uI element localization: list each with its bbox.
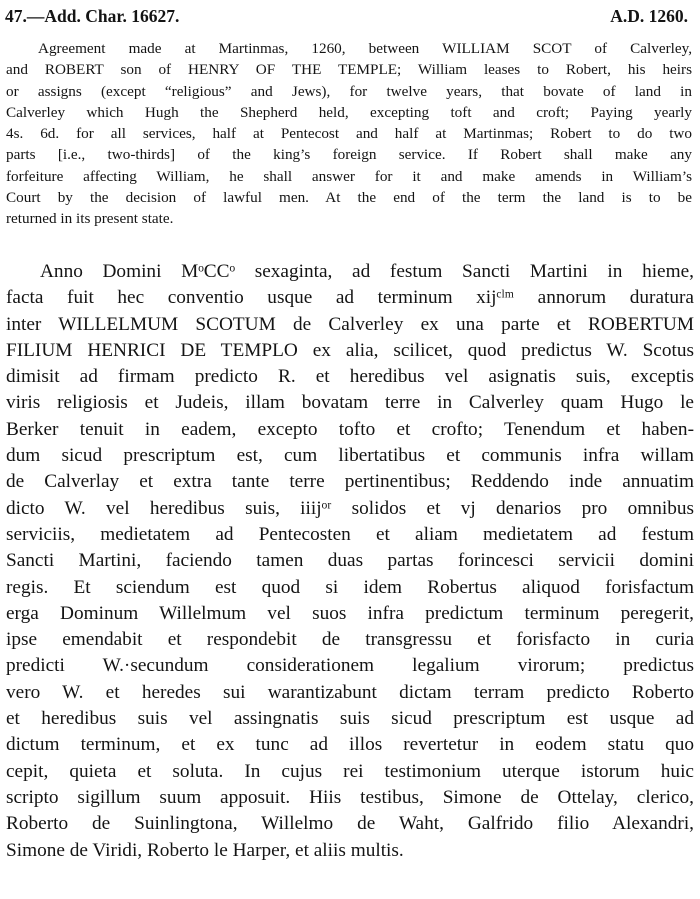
latin-line: ipse emendabit et respondebit de transgressu et forisfacto in curia — [6, 629, 694, 651]
latin-line: serviciis, medietatem ad Pentecosten et aliam medietatem ad festum — [6, 523, 694, 545]
latin-line: Simone de Viridi, Roberto le Harper, et aliis multis. — [6, 839, 404, 861]
latin-line: predicti W.·secundum considerationem legalium virorum; predictus — [6, 655, 694, 677]
charter-header — [5, 6, 688, 32]
charter-reference: 47.—Add. Char. 16627. — [5, 6, 180, 26]
latin-line: inter WILLELMUM SCOTUM de Calverley ex una parte et ROBERTUM — [6, 313, 694, 335]
latin-line: cepit, quieta et soluta. In cujus rei testimonium uterque istorum huic — [6, 760, 694, 782]
summary-line: Agreement made at Martinmas, 1260, between WILLIAM SCOT of Calverley, — [38, 40, 692, 57]
summary-line: returned in its present state. — [6, 210, 174, 228]
latin-line: FILIUM HENRICI DE TEMPLO ex alia, scilicet, quod predictus W. Scotus — [6, 339, 694, 361]
summary-line: Court by the decision of lawful men. At the end of the term the land is to be — [6, 189, 692, 207]
latin-line: et heredibus suis vel assingnatis suis sicud prescriptum est usque ad — [6, 708, 694, 730]
latin-line: erga Dominum Willelmum vel suos infra predictum terminum peregerit, — [6, 602, 694, 624]
latin-line: viris religiosis et Judeis, illam bovatam terre in Calverley quam Hugo le — [6, 392, 694, 414]
summary-line: 4s. 6d. for all services, half at Pentecost and half at Martinmas; Robert to do two — [6, 125, 692, 143]
summary-line: or assigns (except “religious” and Jews), for twelve years, that bovate of land in — [6, 82, 692, 100]
latin-line: regis. Et sciendum est quod si idem Robertus aliquod forisfactum — [6, 576, 694, 598]
latin-line: scripto sigillum suum apposuit. Hiis testibus, Simone de Ottelay, clerico, — [6, 786, 694, 808]
latin-line: Anno Domini MᵒCCᵒ sexaginta, ad festum Sancti Martini in hieme, — [40, 261, 694, 282]
latin-line: Sancti Martini, faciendo tamen duas partas forincesci servicii domini — [6, 550, 694, 572]
latin-line: Berker tenuit in eadem, excepto tofto et crofto; Tenendum et haben- — [6, 418, 694, 440]
english-summary — [6, 38, 692, 230]
latin-line: dictum terminum, et ex tunc ad illos revertetur in eodem statu quo — [6, 734, 694, 756]
latin-line: Roberto de Suinlingtona, Willelmo de Waht, Galfrido filio Alexandri, — [6, 813, 694, 835]
summary-line: and ROBERT son of HENRY OF THE TEMPLE; William leases to Robert, his heirs — [6, 61, 692, 79]
summary-line: parts [i.e., two-thirds] of the king’s foreign service. If Robert shall make any — [6, 146, 692, 164]
summary-line: Calverley which Hugh the Shepherd held, excepting toft and croft; Paying yearly — [6, 103, 692, 121]
charter-date: A.D. 1260. — [610, 6, 688, 26]
latin-line: facta fuit hec conventio usque ad terminum xijᶜˡᵐ annorum duratura — [6, 287, 694, 309]
latin-line: vero W. et heredes sui warantizabunt dictam terram predicto Roberto — [6, 681, 694, 703]
latin-line: dimisit ad firmam predicto R. et heredibus vel asignatis suis, exceptis — [6, 366, 694, 388]
latin-line: dum sicud prescriptum est, cum libertatibus et communis infra willam — [6, 445, 694, 467]
latin-line: de Calverlay et extra tante terre pertinentibus; Reddendo inde annuatim — [6, 471, 694, 493]
latin-charter-text — [6, 259, 694, 864]
latin-line: dicto W. vel heredibus suis, iiijᵒʳ solidos et vj denarios pro omnibus — [6, 497, 694, 519]
summary-line: forfeiture affecting William, he shall answer for it and make amends in William’s — [6, 167, 692, 185]
